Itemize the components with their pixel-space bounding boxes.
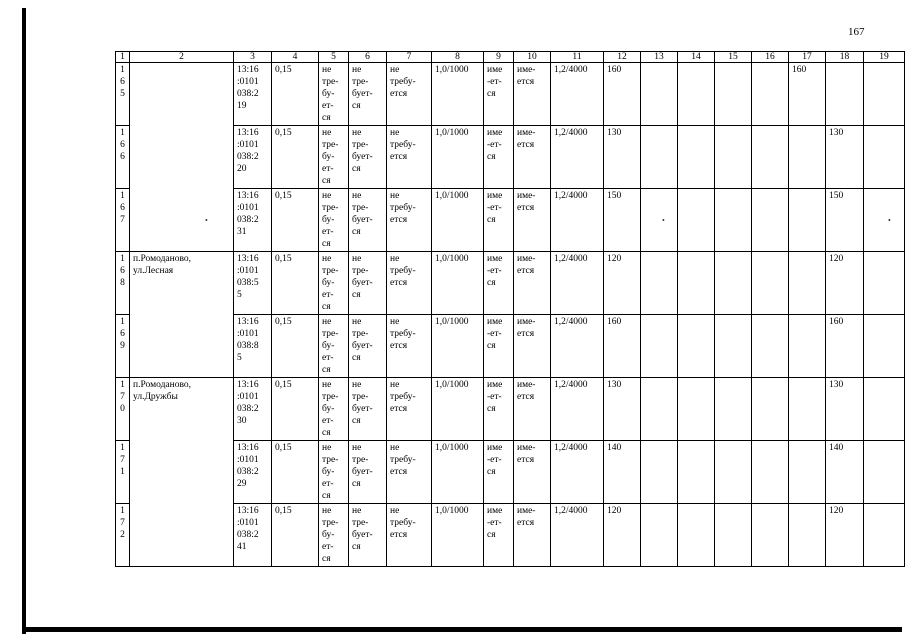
- location-cell: п.Ромоданово, ул.Дружбы: [130, 378, 234, 567]
- amount-cell: [789, 504, 826, 567]
- ratio-cell: 1,0/1000: [432, 441, 484, 504]
- row-number-cell: 1 6 6: [116, 126, 130, 189]
- value-cell: 0,15: [272, 315, 319, 378]
- empty-cell: [678, 126, 715, 189]
- cadastral-number-cell: 13:16 :0101 038:2 31: [234, 189, 272, 252]
- empty-cell: [752, 252, 789, 315]
- table-row: [116, 504, 905, 567]
- empty-cell: [864, 441, 905, 504]
- scan-border-left: [22, 8, 26, 634]
- column-number-cell: 4: [272, 52, 319, 63]
- amount-cell: 140: [604, 441, 641, 504]
- scan-border-bottom: [22, 627, 902, 632]
- ratio-cell: 1,2/4000: [551, 378, 604, 441]
- availability-cell: име -ет- ся: [484, 315, 514, 378]
- empty-cell: [715, 189, 752, 252]
- ratio-cell: 1,0/1000: [432, 126, 484, 189]
- requirement-cell: не тре- бует- ся: [349, 441, 387, 504]
- availability-cell: име -ет- ся: [484, 126, 514, 189]
- requirement-cell: не требу- ется: [387, 252, 432, 315]
- availability-cell: име- ется: [514, 315, 551, 378]
- amount-cell: 120: [826, 252, 864, 315]
- ratio-cell: 1,2/4000: [551, 315, 604, 378]
- ratio-cell: 1,0/1000: [432, 189, 484, 252]
- column-number-cell: 7: [387, 52, 432, 63]
- empty-cell: [641, 315, 678, 378]
- amount-cell: 140: [826, 441, 864, 504]
- requirement-cell: не требу- ется: [387, 504, 432, 567]
- availability-cell: име -ет- ся: [484, 189, 514, 252]
- amount-cell: [789, 315, 826, 378]
- amount-cell: 160: [604, 315, 641, 378]
- requirement-cell: не требу- ется: [387, 189, 432, 252]
- ratio-cell: 1,2/4000: [551, 252, 604, 315]
- column-number-cell: 8: [432, 52, 484, 63]
- scan-speck: •: [662, 216, 665, 225]
- table-row: [116, 315, 905, 378]
- empty-cell: [641, 441, 678, 504]
- ratio-cell: 1,2/4000: [551, 441, 604, 504]
- amount-cell: 130: [826, 378, 864, 441]
- empty-cell: [864, 378, 905, 441]
- requirement-cell: не тре- бует- ся: [349, 504, 387, 567]
- empty-cell: [678, 378, 715, 441]
- cadastral-number-cell: 13:16 :0101 038:2 19: [234, 63, 272, 126]
- ratio-cell: 1,0/1000: [432, 252, 484, 315]
- amount-cell: 120: [604, 252, 641, 315]
- table-body: [116, 52, 905, 567]
- empty-cell: [864, 189, 905, 252]
- amount-cell: 160: [604, 63, 641, 126]
- column-number-cell: 17: [789, 52, 826, 63]
- empty-cell: [864, 126, 905, 189]
- value-cell: 0,15: [272, 252, 319, 315]
- requirement-cell: не тре- бу- ет- ся: [319, 378, 349, 441]
- availability-cell: име -ет- ся: [484, 504, 514, 567]
- ratio-cell: 1,0/1000: [432, 315, 484, 378]
- empty-cell: [752, 504, 789, 567]
- ratio-cell: 1,0/1000: [432, 378, 484, 441]
- requirement-cell: не тре- бу- ет- ся: [319, 504, 349, 567]
- column-number-cell: 6: [349, 52, 387, 63]
- location-cell: [130, 63, 234, 252]
- requirement-cell: не тре- бу- ет- ся: [319, 63, 349, 126]
- requirement-cell: не тре- бует- ся: [349, 252, 387, 315]
- empty-cell: [864, 504, 905, 567]
- empty-cell: [641, 126, 678, 189]
- empty-cell: [752, 441, 789, 504]
- requirement-cell: не тре- бует- ся: [349, 189, 387, 252]
- column-number-cell: 13: [641, 52, 678, 63]
- empty-cell: [715, 252, 752, 315]
- location-cell: п.Ромоданово, ул.Лесная: [130, 252, 234, 378]
- availability-cell: име -ет- ся: [484, 378, 514, 441]
- empty-cell: [678, 63, 715, 126]
- empty-cell: [715, 63, 752, 126]
- requirement-cell: не тре- бу- ет- ся: [319, 126, 349, 189]
- row-number-cell: 1 6 9: [116, 315, 130, 378]
- empty-cell: [715, 126, 752, 189]
- value-cell: 0,15: [272, 504, 319, 567]
- amount-cell: 130: [604, 126, 641, 189]
- column-number-cell: 1: [116, 52, 130, 63]
- amount-cell: [789, 378, 826, 441]
- empty-cell: [864, 315, 905, 378]
- availability-cell: име- ется: [514, 378, 551, 441]
- availability-cell: име- ется: [514, 504, 551, 567]
- empty-cell: [641, 252, 678, 315]
- row-number-cell: 1 7 0: [116, 378, 130, 441]
- empty-cell: [864, 252, 905, 315]
- row-number-cell: 1 7 1: [116, 441, 130, 504]
- requirement-cell: не тре- бу- ет- ся: [319, 315, 349, 378]
- empty-cell: [678, 252, 715, 315]
- requirement-cell: не требу- ется: [387, 441, 432, 504]
- table-row: [116, 441, 905, 504]
- column-number-cell: 2: [130, 52, 234, 63]
- empty-cell: [715, 504, 752, 567]
- amount-cell: 130: [604, 378, 641, 441]
- ratio-cell: 1,0/1000: [432, 63, 484, 126]
- empty-cell: [752, 63, 789, 126]
- requirement-cell: не тре- бу- ет- ся: [319, 441, 349, 504]
- empty-cell: [715, 378, 752, 441]
- amount-cell: [789, 189, 826, 252]
- column-number-cell: 10: [514, 52, 551, 63]
- value-cell: 0,15: [272, 63, 319, 126]
- amount-cell: 120: [826, 504, 864, 567]
- availability-cell: име- ется: [514, 126, 551, 189]
- amount-cell: 160: [826, 315, 864, 378]
- row-number-cell: 1 6 5: [116, 63, 130, 126]
- amount-cell: [826, 63, 864, 126]
- empty-cell: [752, 126, 789, 189]
- empty-cell: [678, 441, 715, 504]
- requirement-cell: не тре- бует- ся: [349, 63, 387, 126]
- amount-cell: 150: [826, 189, 864, 252]
- amount-cell: [789, 252, 826, 315]
- table-row: [116, 126, 905, 189]
- cadastral-number-cell: 13:16 :0101 038:8 5: [234, 315, 272, 378]
- ratio-cell: 1,0/1000: [432, 504, 484, 567]
- value-cell: 0,15: [272, 126, 319, 189]
- column-number-cell: 15: [715, 52, 752, 63]
- page-number: 167: [848, 26, 865, 38]
- value-cell: 0,15: [272, 189, 319, 252]
- empty-cell: [715, 441, 752, 504]
- column-number-cell: 5: [319, 52, 349, 63]
- scan-speck: •: [888, 216, 891, 225]
- table-row: [116, 189, 905, 252]
- availability-cell: име- ется: [514, 189, 551, 252]
- empty-cell: [752, 189, 789, 252]
- data-table: [115, 51, 905, 567]
- amount-cell: [789, 126, 826, 189]
- column-number-cell: 14: [678, 52, 715, 63]
- amount-cell: 130: [826, 126, 864, 189]
- empty-cell: [715, 315, 752, 378]
- requirement-cell: не тре- бу- ет- ся: [319, 252, 349, 315]
- row-number-cell: 1 7 2: [116, 504, 130, 567]
- column-number-cell: 12: [604, 52, 641, 63]
- cadastral-number-cell: 13:16 :0101 038:2 30: [234, 378, 272, 441]
- column-number-row: [116, 52, 905, 63]
- requirement-cell: не требу- ется: [387, 63, 432, 126]
- cadastral-number-cell: 13:16 :0101 038:2 41: [234, 504, 272, 567]
- empty-cell: [641, 504, 678, 567]
- ratio-cell: 1,2/4000: [551, 189, 604, 252]
- availability-cell: име -ет- ся: [484, 63, 514, 126]
- ratio-cell: 1,2/4000: [551, 504, 604, 567]
- requirement-cell: не требу- ется: [387, 315, 432, 378]
- empty-cell: [752, 378, 789, 441]
- value-cell: 0,15: [272, 378, 319, 441]
- empty-cell: [678, 504, 715, 567]
- empty-cell: [864, 63, 905, 126]
- column-number-cell: 19: [864, 52, 905, 63]
- amount-cell: 160: [789, 63, 826, 126]
- empty-cell: [678, 189, 715, 252]
- column-number-cell: 16: [752, 52, 789, 63]
- column-number-cell: 9: [484, 52, 514, 63]
- requirement-cell: не требу- ется: [387, 126, 432, 189]
- empty-cell: [752, 315, 789, 378]
- requirement-cell: не требу- ется: [387, 378, 432, 441]
- empty-cell: [641, 189, 678, 252]
- table-row: [116, 63, 905, 126]
- value-cell: 0,15: [272, 441, 319, 504]
- empty-cell: [641, 378, 678, 441]
- requirement-cell: не тре- бу- ет- ся: [319, 189, 349, 252]
- availability-cell: име -ет- ся: [484, 441, 514, 504]
- column-number-cell: 11: [551, 52, 604, 63]
- availability-cell: име- ется: [514, 441, 551, 504]
- table-row: [116, 378, 905, 441]
- row-number-cell: 1 6 7: [116, 189, 130, 252]
- amount-cell: [789, 441, 826, 504]
- ratio-cell: 1,2/4000: [551, 63, 604, 126]
- requirement-cell: не тре- бует- ся: [349, 378, 387, 441]
- cadastral-number-cell: 13:16 :0101 038:2 29: [234, 441, 272, 504]
- availability-cell: име -ет- ся: [484, 252, 514, 315]
- table-row: [116, 252, 905, 315]
- ratio-cell: 1,2/4000: [551, 126, 604, 189]
- column-number-cell: 3: [234, 52, 272, 63]
- empty-cell: [641, 63, 678, 126]
- availability-cell: име- ется: [514, 252, 551, 315]
- amount-cell: 150: [604, 189, 641, 252]
- cadastral-number-cell: 13:16 :0101 038:2 20: [234, 126, 272, 189]
- availability-cell: име- ется: [514, 63, 551, 126]
- amount-cell: 120: [604, 504, 641, 567]
- row-number-cell: 1 6 8: [116, 252, 130, 315]
- scan-speck: •: [205, 216, 208, 225]
- requirement-cell: не тре- бует- ся: [349, 315, 387, 378]
- requirement-cell: не тре- бует- ся: [349, 126, 387, 189]
- column-number-cell: 18: [826, 52, 864, 63]
- empty-cell: [678, 315, 715, 378]
- cadastral-number-cell: 13:16 :0101 038:5 5: [234, 252, 272, 315]
